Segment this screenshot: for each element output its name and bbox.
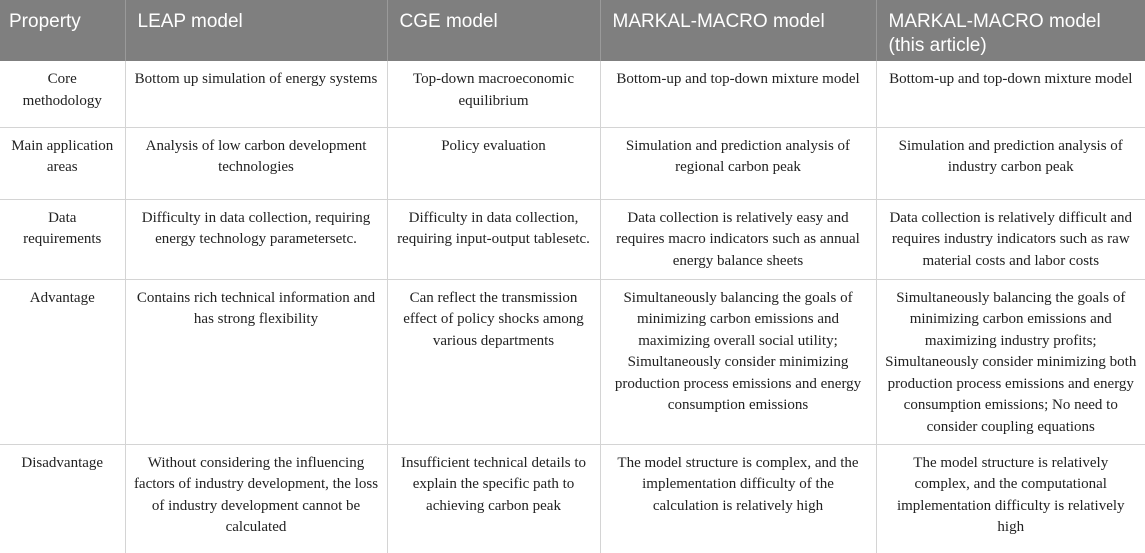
cell-markal-macro: Data collection is relatively easy and requires macro indicators such as annual energy balance sheets bbox=[600, 199, 876, 279]
table-row bbox=[0, 127, 1145, 199]
cell-leap: Without considering the influencing factors of industry development, the loss of industry development cannot be calculated bbox=[125, 444, 387, 553]
table-row bbox=[0, 61, 1145, 127]
cell-leap: Contains rich technical information and has strong flexibility bbox=[125, 279, 387, 444]
header-property: Property bbox=[0, 0, 125, 61]
cell-property: Core methodology bbox=[0, 61, 125, 127]
cell-cge: Can reflect the transmission effect of policy shocks among various departments bbox=[387, 279, 600, 444]
table-row bbox=[0, 199, 1145, 279]
cell-markal-macro: Simulation and prediction analysis of regional carbon peak bbox=[600, 127, 876, 199]
table-row bbox=[0, 279, 1145, 444]
cell-property: Advantage bbox=[0, 279, 125, 444]
cell-cge: Difficulty in data collection, requiring input-output tablesetc. bbox=[387, 199, 600, 279]
cell-markal-macro: Simultaneously balancing the goals of minimizing carbon emissions and maximizing overall social utility; Simultaneously consider minimizing production process emissions and energy consumption emissions bbox=[600, 279, 876, 444]
cell-leap: Bottom up simulation of energy systems bbox=[125, 61, 387, 127]
cell-markal-macro: The model structure is complex, and the implementation difficulty of the calculation is relatively high bbox=[600, 444, 876, 553]
cell-markal-macro-article: Simulation and prediction analysis of industry carbon peak bbox=[876, 127, 1145, 199]
header-markal-macro-this-article: MARKAL-MACRO model (this article) bbox=[876, 0, 1145, 61]
cell-cge: Top-down macroeconomic equilibrium bbox=[387, 61, 600, 127]
cell-cge: Policy evaluation bbox=[387, 127, 600, 199]
cell-property: Main application areas bbox=[0, 127, 125, 199]
header-leap-model: LEAP model bbox=[125, 0, 387, 61]
cell-cge: Insufficient technical details to explain the specific path to achieving carbon peak bbox=[387, 444, 600, 553]
table-row bbox=[0, 444, 1145, 553]
cell-markal-macro-article: Simultaneously balancing the goals of minimizing carbon emissions and maximizing industry profits; Simultaneously consider minimizing both production process emissions and energy consumption emissions; No need to consider coupling equations bbox=[876, 279, 1145, 444]
header-cge-model: CGE model bbox=[387, 0, 600, 61]
cell-leap: Analysis of low carbon development technologies bbox=[125, 127, 387, 199]
cell-property: Data requirements bbox=[0, 199, 125, 279]
cell-property: Disadvantage bbox=[21, 454, 104, 471]
cell-markal-macro: Bottom-up and top-down mixture model bbox=[600, 61, 876, 127]
cell-markal-macro-article: The model structure is relatively complex, and the computational implementation difficulty is relatively high bbox=[876, 444, 1145, 553]
cell-markal-macro-article: Data collection is relatively difficult and requires industry indicators such as raw material costs and labor costs bbox=[876, 199, 1145, 279]
header-markal-macro-model: MARKAL-MACRO model bbox=[600, 0, 876, 61]
cell-leap: Difficulty in data collection, requiring energy technology parametersetc. bbox=[125, 199, 387, 279]
cell-markal-macro-article: Bottom-up and top-down mixture model bbox=[876, 61, 1145, 127]
header-row bbox=[0, 0, 1145, 61]
